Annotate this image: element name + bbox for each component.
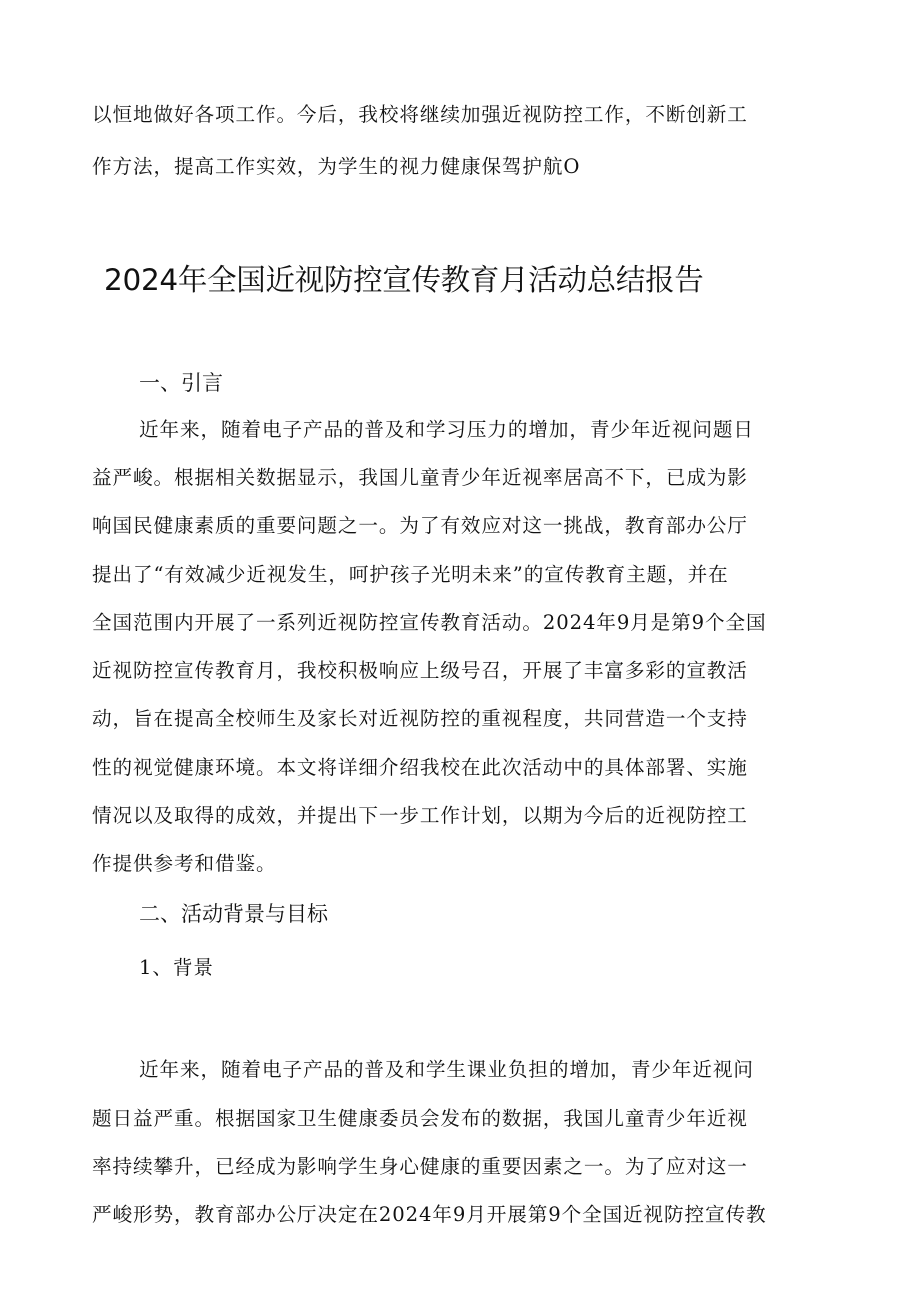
paragraph-line: 益严峻。根据相关数据显示，我国儿童青少年近视率居高不下，已成为影 xyxy=(92,466,748,489)
paragraph-line: 严峻形势，教育部办公厅决定在2024年9月开展第9个全国近视防控宣传教 xyxy=(92,1203,767,1226)
paragraph-line: 近视防控宣传教育月，我校积极响应上级号召，开展了丰富多彩的宣教活 xyxy=(92,659,748,682)
paragraph-line: 动，旨在提高全校师生及家长对近视防控的重视程度，共同营造一个支持 xyxy=(92,707,748,730)
paragraph-line: 响国民健康素质的重要问题之一。为了有效应对这一挑战，教育部办公厅 xyxy=(92,514,748,537)
section-heading-introduction: 一、引言 xyxy=(139,371,223,395)
paragraph-line: 性的视觉健康环境。本文将详细介绍我校在此次活动中的具体部署、实施 xyxy=(92,756,748,779)
continuation-line-2: 作方法，提高工作实效，为学生的视力健康保驾护航O xyxy=(92,155,581,178)
section-heading-background-goals: 二、活动背景与目标 xyxy=(139,902,328,926)
document-title: 2024年全国近视防控宣传教育月活动总结报告 xyxy=(104,263,704,297)
paragraph-line: 情况以及取得的成效，并提出下一步工作计划，以期为今后的近视防控工 xyxy=(92,804,748,827)
subsection-heading-background: 1、背景 xyxy=(139,956,214,979)
paragraph-line: 作提供参考和借鉴。 xyxy=(92,852,277,875)
paragraph-line: 题日益严重。根据国家卫生健康委员会发布的数据，我国儿童青少年近视 xyxy=(92,1107,748,1130)
paragraph-line: 提出了“有效减少近视发生，呵护孩子光明未来”的宣传教育主题，并在 xyxy=(92,563,729,586)
paragraph-line: 近年来，随着电子产品的普及和学生课业负担的增加，青少年近视问 xyxy=(139,1058,754,1081)
paragraph-line: 率持续攀升，已经成为影响学生身心健康的重要因素之一。为了应对这一 xyxy=(92,1155,748,1178)
paragraph-line: 近年来，随着电子产品的普及和学习压力的增加，青少年近视问题日 xyxy=(139,418,754,441)
paragraph-line: 全国范围内开展了一系列近视防控宣传教育活动。2024年9月是第9个全国 xyxy=(92,611,767,634)
continuation-line-1: 以恒地做好各项工作。今后，我校将继续加强近视防控工作，不断创新工 xyxy=(92,103,748,126)
